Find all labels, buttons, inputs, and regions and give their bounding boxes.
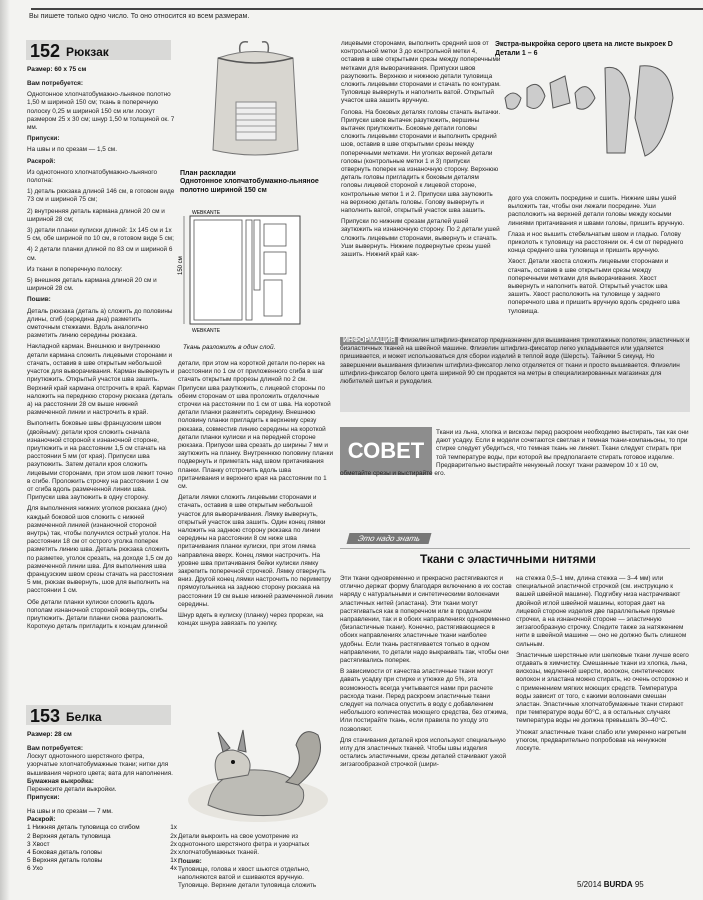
plan-dimension: 150 см [178,256,184,275]
page-footer [577,880,644,889]
article-column-1: Эти ткани одновременно и прекрасно растягиваются и отлично держат форму благодаря включению в их состав наряду с натуральными и синтетическими волокнами эластичных нитей (эластана). Эти ткани могут растягиваться как в поперечном или в продольном направлении, так и в обоих направлениях одновременно (биэластичные ткани). Конечно, растягивающиеся в обоих направлениях эластичные ткани наиболее удобны. Если ткань растягивается только в одном направлении, то детали надо выкраивать так, чтобы они растягивались поперек. В зависимости от качества эластичные ткани могут давать усадку при стирке и утюжке до 5%, эта возможность всегда учитывается нами при расчете расхода ткани. Перед раскроем эластичные ткани следует на полчаса опустить в воду с добавлением небольшого количества моющего средства, без отжима, Или постирайте ткань, если правила по уходу это позволяют. Для стачивания деталей кроя используют специальную иглу для эластичных тканей. Чтобы швы изделия остались эластичными, срезы деталей стачивают узкой зигзагообразной строчкой (шири- [340,575,512,769]
extra-pattern-box: Экстра-выкройка серого цвета на листе выкроек D Детали 1 – 6 [495,40,695,195]
text-block: Вам потребуется: [27,80,84,87]
model-153-header [26,705,171,725]
model-number: 152 [30,41,61,61]
tip-box [340,425,690,505]
parts-list: На швы и по срезам — 7 мм. Раскрой: 1 Нижняя деталь туловища со сгибом 1x 2 Верхняя деталь туловища 2x 3 Хвост 2x 4 Боковая деталь головы 2x 5 Верхняя деталь головы 1x 6 Ухо 4x [27,808,177,873]
tip-text: Ткани из льна, хлопка и вискозы перед раскроем необходимо выстирать, так как они дают усадку. Если в модели сочетаются светлая и темная ткани-компаньоны, то при стирке следует убедиться, что темная ткань не линяет. Ткани следует стирать при той температуре воды, при которой вы предполагаете стирать готовое изделие. Предварительно выстирайте ненужный лоскут ткани размером 10 x 10 см, обметайте срезы и выстирайте его. [340,429,689,478]
pattern-pieces-diagram [495,58,695,173]
layout-plan-diagram [180,210,340,335]
list-item: 3 Хвост 2x [27,840,177,848]
model-number: 153 [30,706,61,726]
model-153-instructions-right: дого уха сложить посредине и сшить. Нижние швы ушей выложить так, чтобы они лежали посредине. Уши расположить на верхней детали головы между косыми линиями притачивания и швами головы, пришить вручную. Глаза и нос вышить стебельчатым швом и гладью. Голову приколоть к туловищу на расстоянии ок. 4 см от переднего конца среднего шва туловища и пришить вручную. Хвост. Детали хвоста сложить лицевыми сторонами и стачать, оставив в шве открытыми срезы между поперечными метками для выворачивания. Хвост вывернуть и наполнить ватой. Открытый участок шва зашить. Хвост расположить на туловище у заднего поперечного шва и пришить вручную вдоль среднего шва туловища. [508,195,685,315]
list-item: 6 Ухо 4x [27,865,177,873]
plan-caption: Ткань разложить в один слой. [183,344,276,351]
model-152-instructions-cont: детали, при этом на короткой детали по-перек на расстоянии по 1 см от приложенного сгиба в шаг стачать открытым прорезы длиной по 2 см. Припуски шва разутюжить, с лицевой стороны по обеим сторонам от шва проложить отделочные строчки на расстоянии по 1 см от шва. На короткой детали планки разметить середину. Внешнюю половину планки пригладить к верхнему срезу рюкзака, совместив линию середины на короткой детали планки кулиски и на передней стороне рюкзака. Припуски шва срезать до ширины 7 мм и заутюжить на планку. Внутреннюю половину планки подвернуть и приметать над швом притачивания планки. Планку отстрочить вдоль шва притачивания и верхнего края на расстоянии по 1 см. Детали лямки сложить лицевыми сторонами и стачать, оставив в шве открытым небольшой участок для выворачивания. Лямку вывернуть, открытый участок шва зашить. Один конец лямки наложить на заднюю сторону рюкзака по линии середины на расстоянии 8 см ниже шва притачивания планки кулиски, при этом лямка направлена вверх. Конец лямки настрочить. На уровне шва притачивания бейки кулиски лямку закрепить поперечной строчкой. Лямку отвернуть вниз. Другой конец лямки настрочить по периметру прямоугольника на заднюю сторону рюкзака на расстоянии 19 см выше нижней размеченной линии середины. Шнур вдеть в кулиску (планку) через прорези, на концах шнура завязать по узелку. [178,360,334,628]
top-rule [31,8,703,10]
article-label: Это надо знать [347,533,432,544]
list-item: 5 Верхняя деталь головы 1x [27,857,177,865]
model-title: Рюкзак [66,45,109,59]
article-column-2: на стежка 0,5–1 мм, длина стежка — 3–4 мм) или специальной эластичной строчкой (см. инструкцию к вашей швейной машине). Подгибку низа настрачивают двойной иглой швейной машины, которая дает на лицевой стороне изделия две параллельные прямые строчки, а на изнаночной стороне — эластичную зигзагообразную строчку. Следите также за натяжением нити в швейной машине — оно не должно быть слишком сильным. Эластичные шерстяные или шелковые ткани лучше всего отдавать в химчистку. Смешанные ткани из хлопка, льна, вискозы, медленной шерсти, волокон, синтетических волокон и эластана можно стирать, но очень осторожно и с применением мягких моющих средств. Температура воды зависит от того, с какими волокнами смешан эластан. Эластичные хлопчатобумажные ткани стирают при температуре воды 60°С, а в остальных случаях температура воды не должна превышать 30–40°С. Утюжат эластичные ткани слабо или умеренно нагретым утюгом, предварительно попробовав на ненужном лоскуте. [516,575,689,753]
layout-plan-heading: План раскладки Однотонное хлопчатобумажно-льняное полотно шириной 150 см [180,170,319,194]
model-152-header [26,40,171,60]
model-153-instructions-cont: лицевыми сторонами, выполнить средний шов от контрольной метки 3 до контрольной метки 4, оставив в шве открытыми срезы между поперечными метками для выворачивания. Припуски швов разутюжить. Верхнюю и нижнюю детали туловища сложить лицевыми сторонами и стачать по контурам. Туловище вывернуть и наполнить ватой. Открытый участок шва зашить вручную. Голова. На боковых деталях головы стачать вытачки. Припуски швов вытачек разутюжить, вершины вытачек приутюжить. Боковые детали головы сложить лицевыми сторонами и выполнить средний шов, оставив в шве открытыми срезы между поперечными метками. Ни уголках верхней детали головы (контрольные метки 1 и 3) припуски отвернуть поперек на изнаночную сторону. Верхнюю деталь головы пригладить к боковым деталям головы лицевой стороной к лицевой стороне, контрольные метки 1 и 2. Припуски шва заутюжить на верхнюю деталь головы. Голову вывернуть и наполнить ватой, открытый участок шва зашить. Припуски по нижним срезам деталей ушей заутюжить на изнаночную сторону. По 2 детали ушей сложить лицевыми сторонами, вывернуть и стачать. Уши вывернуть. Нижние подвернутые срезы ушей зашить. Нижний край каж- [341,40,501,259]
selvage-bottom: WEBKANTE [192,328,221,334]
top-strip [15,4,702,22]
model-152-instructions: Вам потребуется: Однотонное хлопчатобумажно-льняное полотно 1,50 м шириной 150 см; ткань в поперечную полоску 0,25 м шириной 150 см или лоскут размером 25 x 30 см; шнур 1,50 м толщиной ок. 7 мм. Припуски: На швы и по срезам — 1,5 см. Раскрой: Из однотонного хлопчатобумажно-льняного полотна: 1) деталь рюкзака длиной 146 см, в готовом виде 73 см и шириной 75 см; 2) внутренняя деталь кармана длиной 20 см и шириной 28 см; 3) детали планки кулиски длиной: 1х 145 см и 1х 5 см, обе шириной по 10 см, в готовом виде 5 см; 4) 2 детали планки длиной по 83 см и шириной 6 см. Из ткани в поперечную полоску: 5) внешняя деталь кармана длиной 20 см и шириной 28 см. Пошив: Деталь рюкзака (деталь а) сложить до половины длины, сгиб (середина дна) разметить сметочным стежками. Вдоль аналогично разметить линию середины рюкзака. Накладной карман. Внешнюю и внутреннюю детали кармана сложить лицевыми сторонами и стачать, оставив в шве открытым небольшой участок для выворачивания. Карман вывернуть и приутюжить. Открытый участок шва зашить. Верхний край кармана отстрочить в край. Карман наложить на переднюю сторону рюкзака (деталь а) на расстоянии 28 см выше нижней размеченной линии и настрочить в край. Выполнить боковые швы французским швом (двойным): детали кроя сложить сначала изнаночной стороной к изнаночной стороне, приутюжить и на расстоянии 1,5 см стачать на расстоянии 5 мм (от края). Припуски шва разутюжить. Затем детали кроя сложить лицевыми сторонами, при этом шов лежит точно в сгибе. Проложить строчку на расстоянии 1 см от сгиба вдоль размеченной линии шва. Припуски шва заутюжить в одну сторону. Для выполнения нижних уголков рюкзака (дно) каждый боковой шов сложить с нижней размеченной линией (изнаночной стороной внутрь) так, чтобы получился острый уголок. На расстоянии 18 см от острого уголка поперек разметить линию шва. Деталь рюкзака сложить по разметке, уголок срезать, на доходе 1,5 см до размеченной линии шва. Для выполнения шва французским швом срезы стачать на расстоянии 5 мм, рюкзак вывернуть, шов для выполнить на расстоянии 1 см. Обе детали планки кулиски сложить вдоль пополам изнаночной стороной вовнутрь, сгибы приутюжить. Детали планки снова разложить. Короткую деталь пригладить к концам длинной [27,80,175,631]
model-size: Размер: 60 x 75 см [27,66,87,73]
list-item: 4 Боковая деталь головы 2x [27,849,177,857]
model-title: Белка [66,710,102,724]
model-153-sewing: Детали выкроить на свое усмотрение из однотонного шерстяного фетра и узорчатых хлопчатобумажных тканей. Пошив: Туловище, голова и хвост шьются отдельно, наполняются ватой и сшиваются вручную. Туловище. Верхние детали туловища сложить [178,833,317,890]
info-label: ИНФОРМАЦИЯ [340,337,398,345]
top-note: Вы пишете только одно число. То оно относится ко всем размерам. [29,13,250,20]
page-fold-shadow [0,0,10,900]
list-item: 1 Нижняя деталь туловища со сгибом 1x [27,824,177,832]
squirrel-illustration [178,720,333,830]
tip-label: СОВЕТ [340,427,432,475]
info-text: Флизелин штифлиз-фиксатор предназначен для вышивания трикотажных полотен, эластичных и биэластичных тканей на швейной машине. Флизелин штифлиз-фиксатор легко укладывается или удаляется пришивается, и может использоваться для сборки изделий в теплой воде (Шерсть). Тайники 5 сикунд. Но завершении вышивания флизелин штифлиз-фиксатор легко отделяется от ткани и просто вышивается. Флизелин штифлиз-фиксатор белого цвета шириной 90 см продается на метры в специализированных магазинах для любителей шитья и рукоделия. [340,337,690,386]
backpack-illustration [178,40,333,165]
page-number: 95 [634,880,644,889]
model-size: Размер: 28 см [27,731,72,738]
brand: BURDA [603,880,633,889]
article-title: Ткани с эластичными нитями [420,552,596,566]
article-header [340,530,690,570]
issue: 5/2014 [577,880,602,889]
list-item: 2 Верхняя деталь туловища 2x [27,832,177,840]
model-153-instructions: Вам потребуется: Лоскут однотонного шерстяного фетра, узорчатые хлопчатобумажные ткани; нитки для вышивания черного цвета; вата для наполнения. Бумажная выкройка: Перенесите детали выкройки. Припуски: [27,745,173,802]
info-box [340,337,690,412]
selvage-top: WEBKANTE [192,210,221,216]
